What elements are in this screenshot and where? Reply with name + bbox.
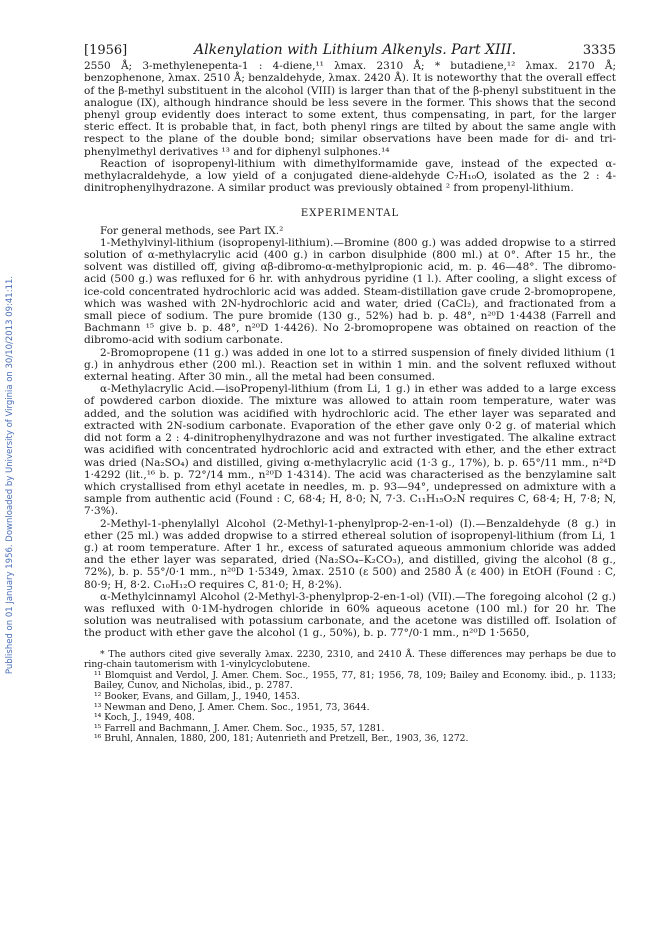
header-title: Alkenylation with Lithium Alkenyls. Part XIII. <box>194 42 517 58</box>
footnote-reference: ¹⁴ Koch, J., 1949, 408. <box>94 712 195 724</box>
side-note-text: Published on 01 January 1956. Downloaded by University of Virginia on 30/10/2013 09:41:11. <box>5 275 15 675</box>
intro-paragraph: Reaction of isopropenyl-lithium with dimethylformamide gave, instead of the expected α-methylacraldehyde, a low yield of a conjugated diene-aldehyde C₇H₁₀O, isolated as the 2 : 4-dinitrophenylhydrazone. A similar product was previously obtained ² from propenyl-lithium. <box>84 157 616 195</box>
header-page-number: 3335 <box>582 43 616 58</box>
experimental-paragraph: For general methods, see Part IX.² <box>100 224 284 237</box>
page-content <box>84 44 616 745</box>
experimental-paragraph: 1-Methylvinyl-lithium (isopropenyl-lithium).—Bromine (800 g.) was added dropwise to a stirred solution of α-methylacrylic acid (400 g.) in carbon disulphide (800 ml.) at 0°. After 15 hr., the solvent was distilled off, giving αβ-dibromo-α-methylpropionic acid, m. p. 46—48°. The dibromo-acid (500 g.) was refluxed for 6 hr. with anhydrous pyridine (1 l.). After cooling, a slight excess of ice-cold concentrated hydrochloric acid was added. Steam-distillation gave crude 2-bromopropene, which was washed with 2N-hydrochloric acid and water, dried (CaCl₂), and fractionated from a small piece of sodium. The pure bromide (130 g., 52%) had b. p. 48°, n²⁰D 1·4438 (Farrell and Bachmann ¹⁵ give b. p. 48°, n²⁰D 1·4426). No 2-bromopropene was obtained on reaction of the dibromo-acid with sodium carbonate. <box>84 236 616 347</box>
footnote-star: * The authors cited give severally λmax. 2230, 2310, and 2410 Å. These differences may perhaps be due to ring-chain tautomerism with 1-vinylcyclobutene. <box>84 648 616 671</box>
footnote-reference: ¹⁶ Bruhl, Annalen, 1880, 200, 181; Autenrieth and Pretzell, Ber., 1903, 36, 1272. <box>94 733 469 745</box>
experimental-paragraph: α-Methylacrylic Acid.—isoPropenyl-lithium (from Li, 1 g.) in ether was added to a large excess of powdered carbon dioxide. The mixture was allowed to attain room temperature, water was added, and the solution was acidified with hydrochloric acid. The ether layer was separated and extracted with 2N-sodium carbonate. Evaporation of the ether gave only 0·2 g. of material which did not form a 2 : 4-dinitrophenylhydrazone and was not further investigated. The alkaline extract was acidified with concentrated hydrochloric acid and extracted with ether, and the ether extract was dried (Na₂SO₄) and distilled, giving α-methylacrylic acid (1·3 g., 17%), b. p. 65°/11 mm., n²⁴D 1·4292 (lit.,¹⁶ b. p. 72°/14 mm., n²⁰D 1·4314). The acid was characterised as the benzylamine salt which crystallised from ethyl acetate in needles, m. p. 93—94°, undepressed on admixture with a sample from authentic acid (Found : C, 68·4; H, 8·0; N, 7·3. C₁₁H₁₅O₂N requires C, 68·4; H, 7·8; N, 7·3%). <box>84 383 616 518</box>
footnote-reference: ¹¹ Blomquist and Verdol, J. Amer. Chem. Soc., 1955, 77, 81; 1956, 78, 109; Bailey and Economy. ibid., p. 1133; Bailey, Cunov, and Nicholas, ibid., p. 2787. <box>94 669 616 692</box>
intro-paragraph: 2550 Å; 3-methylenepenta-1 : 4-diene,¹¹ λmax. 2310 Å; * butadiene,¹² λmax. 2170 Å; benzophenone, λmax. 2510 Å; benzaldehyde, λmax. 2420 Å). It is noteworthy that the overall effect of the β-methyl substituent in the alcohol (VIII) is larger than that of the β-phenyl substituent in the analogue (IX), although hindrance should be less severe in the former. This shows that the second phenyl group evidently does interact to some extent, thus compensating, in part, for the larger steric effect. It is probable that, in fact, both phenyl rings are tilted by about the same angle with respect to the plane of the double bond; similar observations have been made for di- and tri-phenylmethyl derivatives ¹³ and for diphenyl sulphones.¹⁴ <box>84 60 616 158</box>
running-header <box>84 44 616 57</box>
experimental-paragraph: 2-Methyl-1-phenylallyl Alcohol (2-Methyl-1-phenylprop-2-en-1-ol) (I).—Benzaldehyde (8 g.) in ether (25 ml.) was added dropwise to a stirred ethereal solution of isopropenyl-lithium (from Li, 1 g.) at room temperature. After 1 hr., excess of saturated aqueous ammonium chloride was added and the ether layer was separated, dried (Na₂SO₄–K₂CO₃), and distilled, giving the alcohol (8 g., 72%), b. p. 55°/0·1 mm., n²⁰D 1·5349, λmax. 2510 (ε 500) and 2580 Å (ε 400) in EtOH (Found : C, 80·9; H, 8·2. C₁₀H₁₂O requires C, 81·0; H, 8·2%). <box>84 517 616 591</box>
experimental-paragraph: 2-Bromopropene (11 g.) was added in one lot to a stirred suspension of finely divided lithium (1 g.) in anhydrous ether (200 ml.). Reaction set in within 1 min. and the solvent refluxed without external heating. After 30 min., all the metal had been consumed. <box>84 346 616 384</box>
download-side-note <box>4 150 16 800</box>
experimental-paragraph: α-Methylcinnamyl Alcohol (2-Methyl-3-phenylprop-2-en-1-ol) (VII).—The foregoing alcohol (2 g.) was refluxed with 0·1M-hydrogen chloride in 60% aqueous acetone (100 ml.) for 20 hr. The solution was neutralised with potassium carbonate, and the acetone was distilled off. Isolation of the product with ether gave the alcohol (1 g., 50%), b. p. 77°/0·1 mm., n²⁰D 1·5650, <box>84 590 616 640</box>
footnote-reference: ¹² Booker, Evans, and Gillam, J., 1940, 1453. <box>94 690 300 702</box>
footnote-reference: ¹⁵ Farrell and Bachmann, J. Amer. Chem. Soc., 1935, 57, 1281. <box>94 722 385 734</box>
header-year: [1956] <box>84 43 128 58</box>
section-title: EXPERIMENTAL <box>300 208 400 220</box>
footnotes <box>84 650 616 745</box>
footnote-reference: ¹³ Newman and Deno, J. Amer. Chem. Soc., 1951, 73, 3644. <box>94 701 370 713</box>
